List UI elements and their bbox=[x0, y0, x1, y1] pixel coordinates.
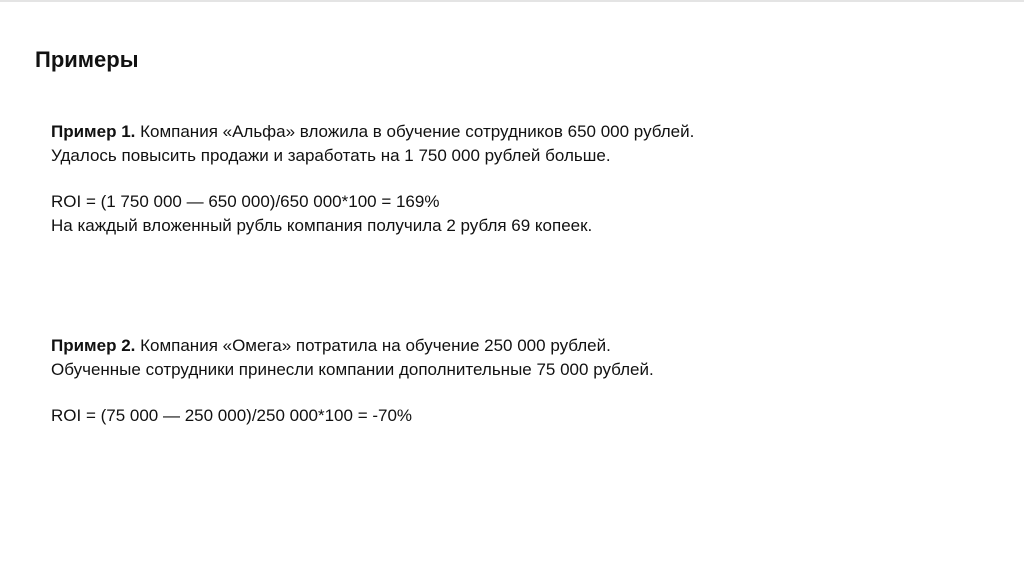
example-2-roi-formula: ROI = (75 000 — 250 000)/250 000*100 = -70% bbox=[51, 406, 413, 425]
example-2-intro-line bbox=[51, 334, 951, 358]
example-1-spacer bbox=[51, 168, 951, 190]
example-1-heading: Пример 1. bbox=[51, 122, 136, 141]
top-divider bbox=[0, 0, 1024, 2]
example-2-block bbox=[51, 334, 951, 428]
example-1-intro-line bbox=[51, 120, 951, 144]
example-2-intro-text: Компания «Омега» потратила на обучение 250 000 рублей. bbox=[135, 336, 611, 355]
example-1-block bbox=[51, 120, 951, 238]
page-title: Примеры bbox=[35, 47, 139, 72]
example-1-roi-formula: ROI = (1 750 000 — 650 000)/650 000*100 = 169% bbox=[51, 192, 440, 211]
example-2-spacer bbox=[51, 382, 951, 404]
example-2-result-text: Обученные сотрудники принесли компании дополнительные 75 000 рублей. bbox=[51, 360, 654, 379]
example-1-conclusion: На каждый вложенный рубль компания получила 2 рубля 69 копеек. bbox=[51, 216, 593, 235]
example-1-intro-text: Компания «Альфа» вложила в обучение сотрудников 650 000 рублей. bbox=[135, 122, 695, 141]
example-2-heading: Пример 2. bbox=[51, 336, 136, 355]
example-1-result-text: Удалось повысить продажи и заработать на 1 750 000 рублей больше. bbox=[51, 146, 611, 165]
